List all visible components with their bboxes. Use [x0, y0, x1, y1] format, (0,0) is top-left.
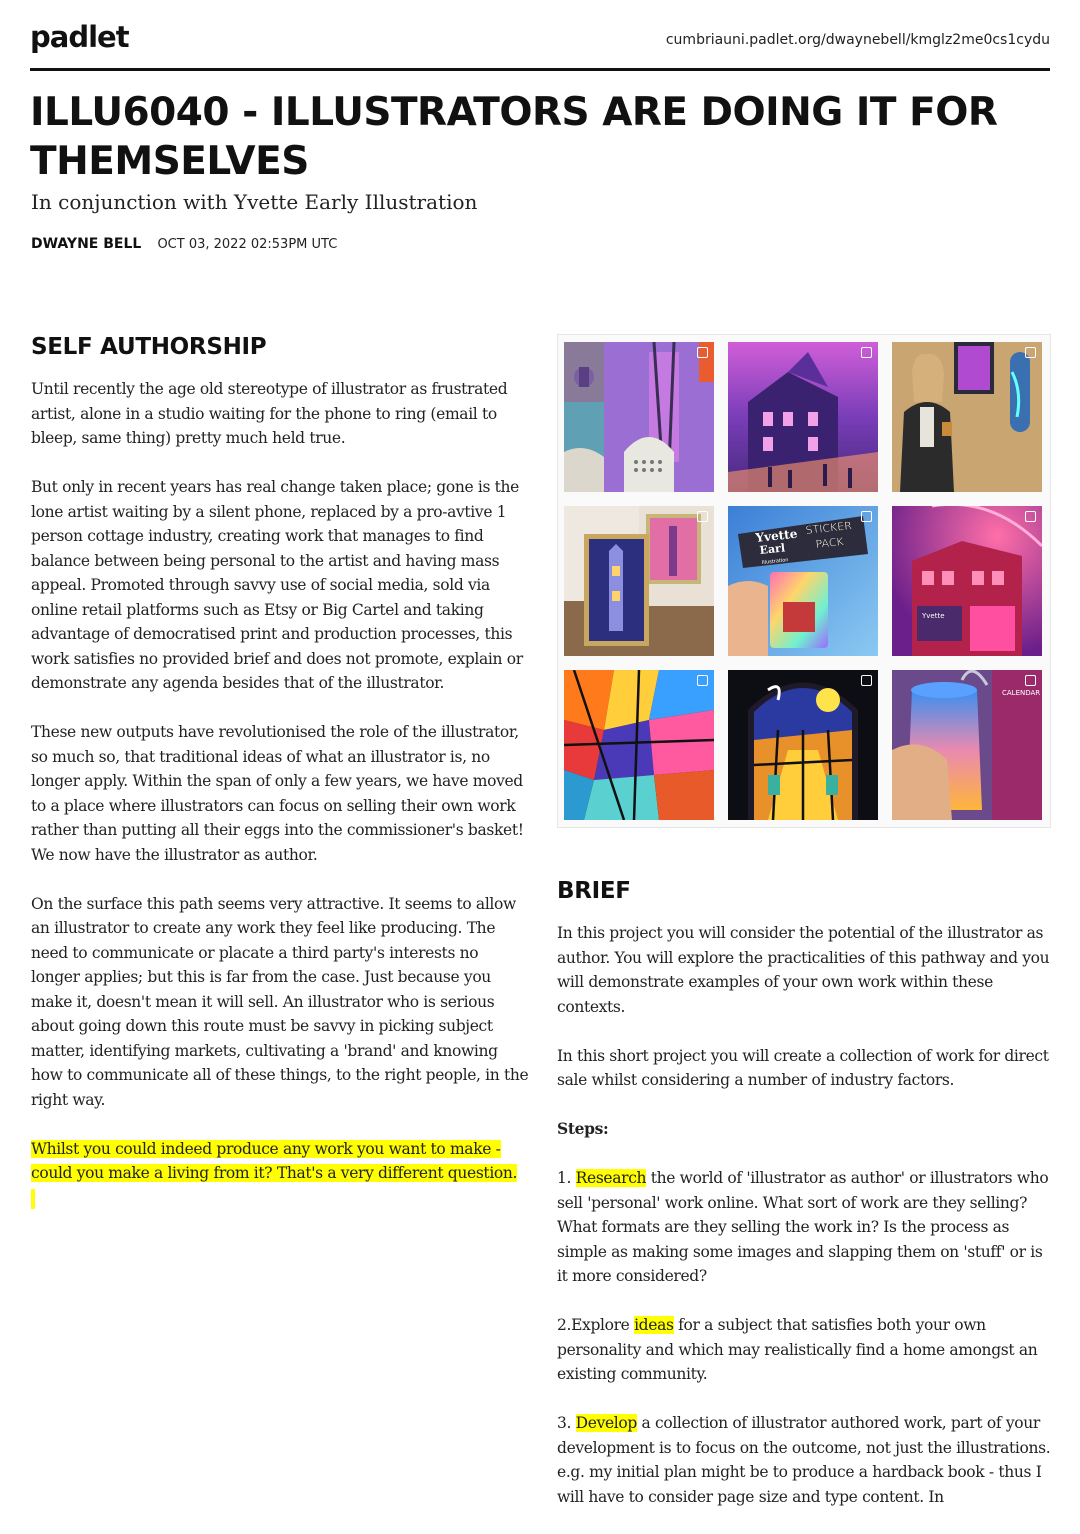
carousel-icon — [1025, 675, 1036, 686]
section-heading: SELF AUTHORSHIP — [31, 334, 267, 360]
gallery-image-studio[interactable] — [564, 342, 714, 492]
page-url[interactable]: cumbriauni.padlet.org/dwaynebell/kmglz2me0cs1cydu — [665, 32, 1050, 48]
carousel-icon — [697, 675, 708, 686]
gallery-image-framed-print[interactable] — [564, 506, 714, 656]
shop-sign: Yvette — [922, 612, 945, 620]
highlight-paragraph — [31, 1137, 529, 1186]
highlighted-keyword: ideas — [634, 1316, 674, 1334]
gallery-image-mug[interactable] — [892, 670, 1042, 820]
step-prefix: 2.Explore — [557, 1316, 635, 1334]
sticker-pack-title-2: Earl — [758, 541, 786, 557]
paragraph: On the surface this path seems very attractive. It seems to allow an illustrator to create any work they feel like producing. The need to communicate or placate a third party's interests no longer applies; but this is far from the case. Just because you make it, doesn't mean it will sell. An illustrator who is serious about going down this route must be savvy in picking subject matter, identifying markets, cultivating a 'brand' and knowing how to communicate all of these things, to the right people, in the right way. — [31, 894, 529, 1109]
gallery-image-street[interactable] — [728, 342, 878, 492]
step-text: the world of 'illustrator as author' or illustrators who sell 'personal' work online. What sort of work are they selling? What formats are they selling the work in? Is the process as simple as making some images and slapping them on 'stuff' or is it more considered? — [557, 1169, 1049, 1285]
padlet-logo[interactable]: padlet — [30, 20, 129, 54]
step-text: a collection of illustrator authored work, part of your development is to focus on the outcome, not just the illustrations. e.g. my initial plan might be to produce a hardback book - thus I will have to consider page size and type content. In — [557, 1414, 1051, 1506]
carousel-icon — [861, 511, 872, 522]
author-name[interactable]: DWAYNE BELL — [31, 236, 142, 252]
carousel-icon — [697, 347, 708, 358]
steps-label: Steps: — [557, 1119, 609, 1138]
sticker-pack-label-2: PACK — [814, 535, 845, 551]
paragraph: These new outputs have revolutionised the role of the illustrator, so much so, that traditional ideas of what an illustrator is, no longer apply. Within the span of only a few years, we have moved to a place where illustrators can focus on selling their own work rather than putting all their eggs into the commissioner's basket! We now have the illustrator as author. — [31, 723, 524, 864]
highlighted-keyword: Research — [575, 1169, 647, 1187]
page-subtitle: In conjunction with Yvette Early Illustration — [31, 190, 478, 214]
post-body — [31, 377, 529, 1210]
post-body — [557, 921, 1051, 1509]
paragraph: But only in recent years has real change taken place; gone is the lone artist waiting by a silent phone, replaced by a pro-avtive 1 person cottage industry, creating work that manages to find balance between being personal to the artist and having mass appeal. Promoted through savvy use of social media, sold via online retail platforms such as Etsy or Big Cartel and taking advantage of democratised print and production processes, this work satisfies no provided brief and does not promote, explain or demonstrate any agenda besides that of the illustrator. — [31, 478, 523, 692]
highlighted-text: Whilst you could indeed produce any work you want to make - could you make a living from it? That's a very different question. — [31, 1139, 518, 1182]
brief-post — [557, 334, 1051, 1534]
carousel-icon — [861, 347, 872, 358]
carousel-icon — [861, 675, 872, 686]
step-prefix: 1. — [557, 1169, 576, 1187]
gallery-image-shopfront[interactable] — [892, 506, 1042, 656]
step-item — [557, 1313, 1051, 1387]
highlighted-keyword: Develop — [575, 1414, 637, 1432]
gallery-image-sticker-pack[interactable] — [728, 506, 878, 656]
gallery-image-stained-glass[interactable] — [564, 670, 714, 820]
calendar-text: CALENDAR — [1002, 689, 1041, 697]
page-title: ILLU6040 - ILLUSTRATORS ARE DOING IT FOR THEMSELVES — [30, 90, 998, 184]
self-authorship-post — [31, 334, 529, 1210]
gallery-image-window[interactable] — [728, 670, 878, 820]
sticker-pack-title: Yvette — [754, 526, 798, 545]
timestamp: OCT 03, 2022 02:53PM UTC — [157, 237, 338, 252]
gallery-image-artist[interactable] — [892, 342, 1042, 492]
image-gallery — [557, 334, 1051, 828]
paragraph: In this short project you will create a collection of work for direct sale whilst considering a number of industry factors. — [557, 1046, 1049, 1089]
byline — [31, 236, 337, 252]
text-cursor — [31, 1189, 35, 1209]
carousel-icon — [1025, 511, 1036, 522]
top-bar — [30, 18, 1050, 71]
carousel-icon — [697, 511, 708, 522]
step-item — [557, 1411, 1051, 1509]
sticker-pack-label: STICKER — [804, 519, 853, 537]
step-item — [557, 1166, 1051, 1289]
carousel-icon — [1025, 347, 1036, 358]
paragraph: Until recently the age old stereotype of illustrator as frustrated artist, alone in a studio waiting for the phone to ring (email to bleep, same thing) pretty much held true. — [31, 380, 508, 447]
sticker-pack-brand: Illustration — [761, 557, 789, 566]
paragraph: In this project you will consider the potential of the illustrator as author. You will explore the practicalities of this pathway and you will demonstrate examples of your own work within these contexts. — [557, 924, 1050, 1016]
section-heading: BRIEF — [557, 878, 631, 904]
step-text: for a subject that satisfies both your own personality and which may realistically find a home amongst an existing community. — [557, 1316, 1038, 1383]
step-prefix: 3. — [557, 1414, 576, 1432]
